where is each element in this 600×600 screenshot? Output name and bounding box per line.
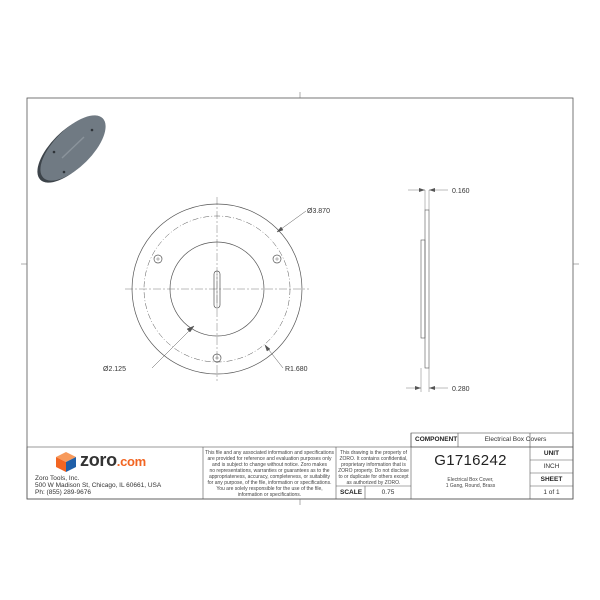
disclaimer-line: information or specifications. bbox=[237, 492, 302, 498]
isometric-cover-view bbox=[27, 105, 116, 193]
thickness-top-dim: 0.160 bbox=[452, 188, 470, 195]
disclaimer-line: and is subject to change without notice. Zoro makes bbox=[211, 462, 328, 468]
company-address: 500 W Madison St, Chicago, IL 60661, USA bbox=[35, 482, 162, 489]
disclaimer-line: for any purpose, of the file, information or specifications. bbox=[207, 480, 332, 486]
description-line: Electrical Box Cover, bbox=[447, 477, 494, 483]
property-line: ZORO. It contains confidential, bbox=[339, 456, 408, 462]
property-line: as authorized by ZORO. bbox=[346, 480, 401, 486]
part-number: G1716242 bbox=[434, 452, 507, 469]
side-profile bbox=[425, 210, 429, 368]
scale-label: SCALE bbox=[340, 489, 363, 496]
logo-wordmark bbox=[80, 450, 146, 471]
description-line: 1 Gang, Round, Brass bbox=[445, 483, 496, 489]
scale-value: 0.75 bbox=[381, 489, 395, 496]
disclaimer-line: appropriateness, accuracy, completeness, or suitability bbox=[208, 474, 331, 480]
disclaimer-text bbox=[203, 450, 336, 498]
unit-label: UNIT bbox=[543, 450, 560, 457]
bolt-radius-dim: R1.680 bbox=[285, 366, 308, 373]
disclaimer-line: You are solely responsible for the use of the file, bbox=[216, 486, 323, 492]
inner-diameter-dim: Ø2.125 bbox=[103, 366, 126, 373]
logo-suffix: .com bbox=[116, 454, 146, 469]
property-text bbox=[336, 450, 411, 486]
side-boss bbox=[421, 240, 425, 338]
zoro-logo-icon bbox=[56, 452, 76, 472]
property-line: This drawing is the property of bbox=[340, 450, 407, 456]
part-description bbox=[411, 477, 530, 489]
component-label: COMPONENT bbox=[415, 436, 458, 443]
sheet-label: SHEET bbox=[540, 476, 563, 483]
front-view-leaders bbox=[152, 211, 306, 368]
company-phone: Ph: (855) 289-9676 bbox=[35, 489, 92, 496]
side-view bbox=[406, 190, 448, 392]
property-line: to or duplicate for others except bbox=[338, 474, 409, 480]
disclaimer-line: are provided for reference and evaluation purposes only bbox=[207, 456, 332, 462]
front-view bbox=[125, 197, 309, 381]
thickness-bottom-dim: 0.280 bbox=[452, 386, 470, 393]
disclaimer-line: This file and any associated information and specifications bbox=[205, 450, 334, 456]
company-name: Zoro Tools, Inc. bbox=[35, 475, 80, 482]
property-line: proprietary information that is bbox=[341, 462, 406, 468]
disclaimer-line: no representations, warranties or guarantees as to the bbox=[209, 468, 330, 474]
logo-text: zoro bbox=[80, 450, 117, 470]
frame-ticks bbox=[21, 92, 579, 505]
sheet-value: 1 of 1 bbox=[543, 489, 560, 496]
unit-value: INCH bbox=[543, 463, 560, 470]
property-line: ZORO property. Do not disclose bbox=[338, 468, 409, 474]
outer-diameter-dim: Ø3.870 bbox=[307, 208, 330, 215]
component-value: Electrical Box Covers bbox=[484, 436, 547, 443]
